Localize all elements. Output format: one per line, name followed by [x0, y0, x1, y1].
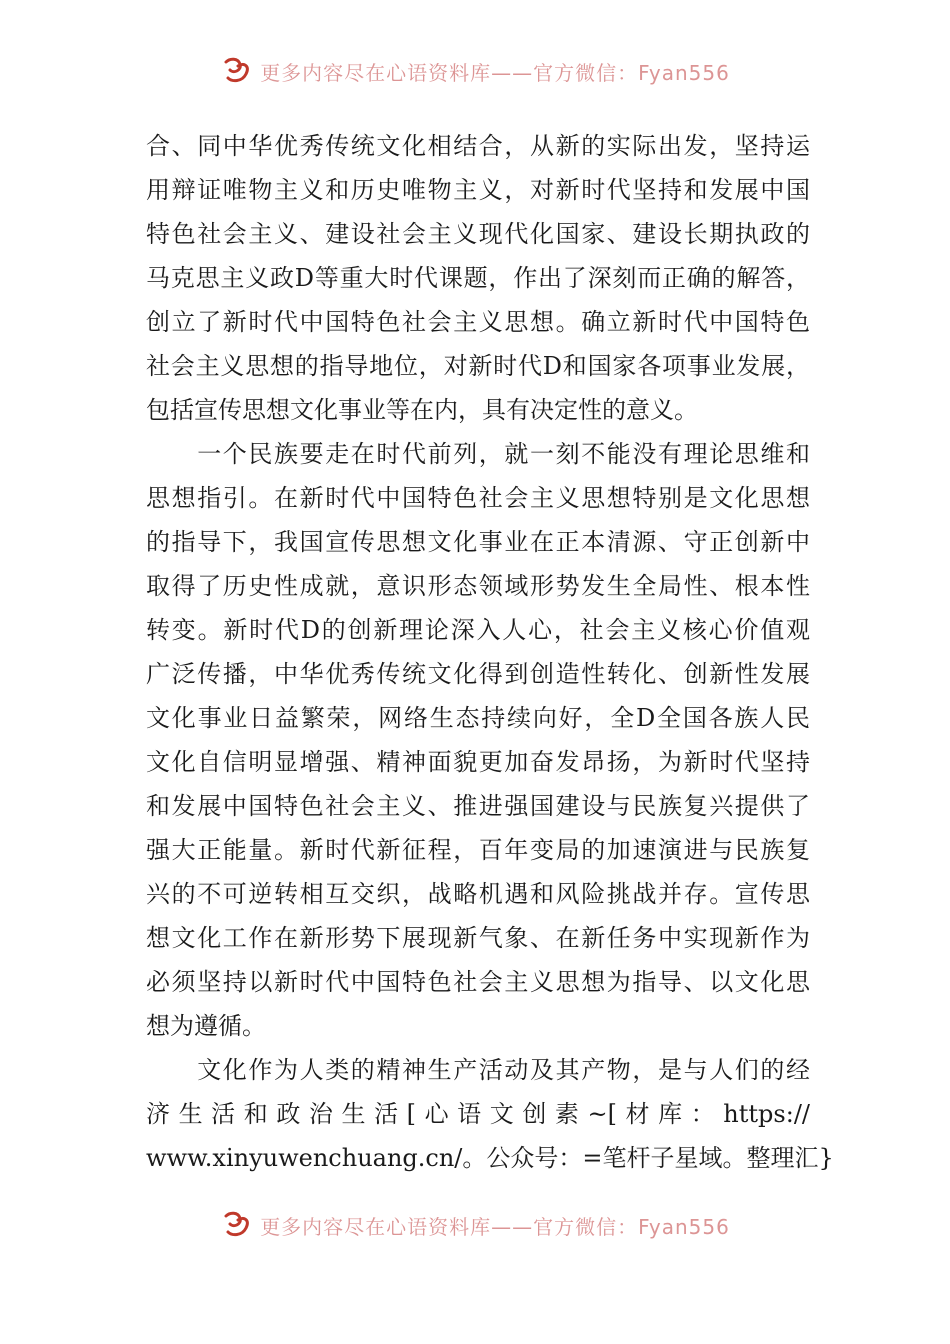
document-body: [146, 124, 834, 1180]
text-line: 想文化工作在新形势下展现新气象、在新任务中实现新作为: [146, 924, 810, 952]
text-line: 创立了新时代中国特色社会主义思想。确立新时代中国特色: [146, 308, 810, 336]
text-line: 强大正能量。新时代新征程，百年变局的加速演进与民族复: [146, 836, 810, 864]
text-line: 转变。新时代D的创新理论深入人心，社会主义核心价值观: [146, 616, 810, 644]
watermark-text: 更多内容尽在心语资料库——官方微信：Fyan556: [260, 1214, 730, 1239]
footer-watermark: [0, 1208, 950, 1242]
paragraph-3: [146, 1048, 834, 1180]
text-line: 济生活和政治生活[心语文创素~[材库：https://: [146, 1100, 810, 1128]
text-line: 文化作为人类的精神生产活动及其产物，是与人们的经: [146, 1056, 810, 1084]
text-line: 合、同中华优秀传统文化相结合，从新的实际出发，坚持运: [146, 132, 810, 160]
text-line: 用辩证唯物主义和历史唯物主义，对新时代坚持和发展中国: [146, 176, 810, 204]
text-line: 一个民族要走在时代前列，就一刻不能没有理论思维和: [146, 440, 810, 468]
text-line: 马克思主义政D等重大时代课题，作出了深刻而正确的解答，: [146, 264, 810, 292]
watermark-logo-icon: [220, 56, 254, 86]
text-line: 思想指引。在新时代中国特色社会主义思想特别是文化思想: [146, 484, 810, 512]
header-watermark: [0, 54, 950, 88]
text-line: 社会主义思想的指导地位，对新时代D和国家各项事业发展，: [146, 352, 810, 380]
text-line: 广泛传播，中华优秀传统文化得到创造性转化、创新性发展: [146, 660, 810, 688]
text-line: 兴的不可逆转相互交织，战略机遇和风险挑战并存。宣传思: [146, 880, 810, 908]
text-line: www.xinyuwenchuang.cn/。公众号：=笔杆子星域。整理汇}: [146, 1144, 834, 1172]
text-line: 必须坚持以新时代中国特色社会主义思想为指导、以文化思: [146, 968, 810, 996]
text-line: 和发展中国特色社会主义、推进强国建设与民族复兴提供了: [146, 792, 810, 820]
text-line: 文化自信明显增强、精神面貌更加奋发昂扬，为新时代坚持: [146, 748, 810, 776]
watermark-text: 更多内容尽在心语资料库——官方微信：Fyan556: [260, 60, 730, 85]
text-line: 想为遵循。: [146, 1012, 266, 1040]
text-line: 文化事业日益繁荣，网络生态持续向好，全D全国各族人民: [146, 704, 810, 732]
paragraph-2: [146, 432, 810, 1048]
text-line: 的指导下，我国宣传思想文化事业在正本清源、守正创新中: [146, 528, 810, 556]
watermark-logo-icon: [220, 1210, 254, 1240]
text-line: 包括宣传思想文化事业等在内，具有决定性的意义。: [146, 396, 698, 424]
paragraph-1: [146, 124, 810, 432]
text-line: 特色社会主义、建设社会主义现代化国家、建设长期执政的: [146, 220, 810, 248]
text-line: 取得了历史性成就，意识形态领域形势发生全局性、根本性: [146, 572, 810, 600]
